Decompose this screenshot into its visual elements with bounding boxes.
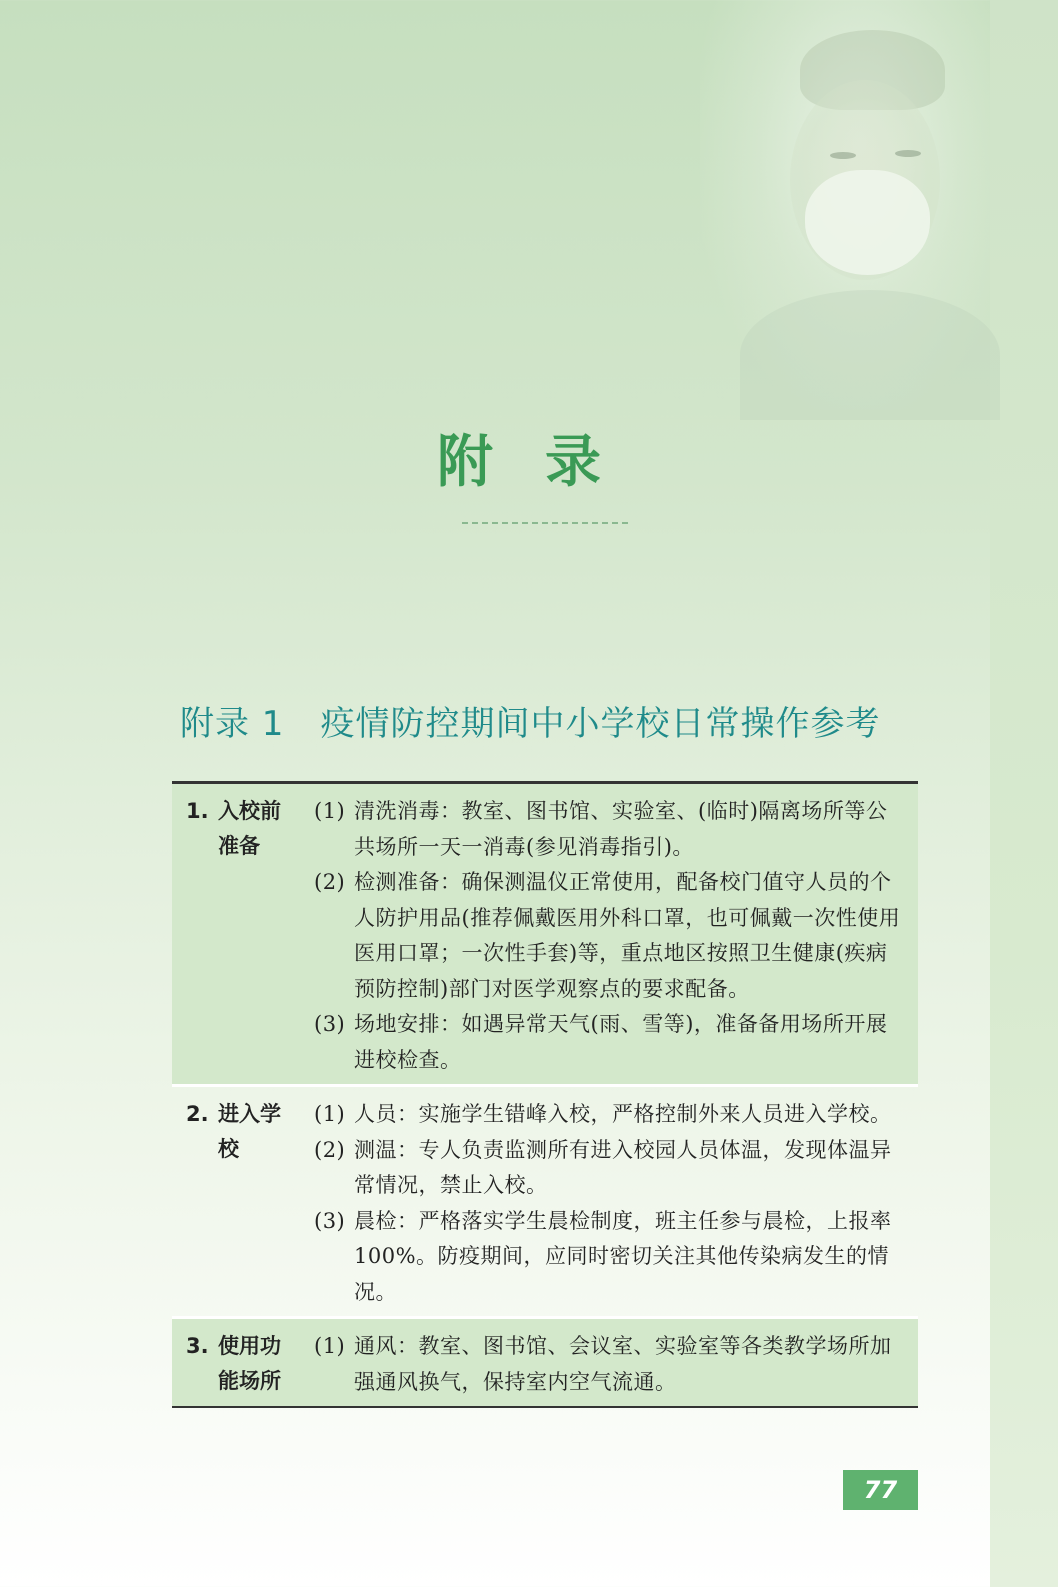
left-eye bbox=[830, 152, 856, 159]
row-title: 使用功能场所 bbox=[218, 1334, 281, 1393]
item-text: 检测准备：确保测温仪正常使用，配备校门值守人员的个人防护用品(推荐佩戴医用外科口罩，也可佩戴一次性使用医用口罩；一次性手套)等，重点地区按照卫生健康(疾病预防控制)部门对医学观察点的要求配备。 bbox=[354, 870, 901, 1001]
heading-text: 疫情防控期间中小学校日常操作参考 bbox=[320, 704, 881, 744]
operations-table bbox=[172, 781, 918, 1408]
list-item bbox=[314, 1097, 908, 1133]
row-body bbox=[314, 1087, 918, 1316]
item-text: 通风：教室、图书馆、会议室、实验室等各类教学场所加强通风换气，保持室内空气流通。 bbox=[354, 1334, 892, 1394]
item-index: (2) bbox=[314, 1137, 346, 1162]
item-text: 人员：实施学生错峰入校，严格控制外来人员进入学校。 bbox=[354, 1102, 892, 1126]
item-index: (3) bbox=[314, 1012, 346, 1036]
list-item bbox=[314, 865, 908, 1007]
row-body bbox=[314, 1319, 918, 1406]
item-index: (1) bbox=[314, 1102, 346, 1126]
item-index: (3) bbox=[314, 1208, 346, 1233]
row-body bbox=[314, 784, 918, 1084]
right-eye bbox=[895, 150, 921, 157]
table-row bbox=[172, 1316, 918, 1406]
list-item bbox=[314, 1133, 908, 1204]
title-divider bbox=[462, 522, 628, 524]
list-item bbox=[314, 1007, 908, 1078]
row-number: 2. bbox=[186, 1102, 209, 1126]
row-title: 进入学校 bbox=[218, 1102, 281, 1161]
side-strip bbox=[990, 0, 1058, 1587]
item-text: 场地安排：如遇异常天气(雨、雪等)，准备备用场所开展进校检查。 bbox=[354, 1012, 888, 1072]
table-row bbox=[172, 1084, 918, 1316]
row-label bbox=[172, 784, 314, 1084]
list-item bbox=[314, 1204, 908, 1311]
row-title: 入校前准备 bbox=[218, 799, 281, 858]
row-number: 1. bbox=[186, 799, 209, 823]
item-text: 测温：专人负责监测所有进入校园人员体温，发现体温异常情况，禁止入校。 bbox=[354, 1137, 892, 1197]
item-text: 晨检：严格落实学生晨检制度，班主任参与晨检，上报率 100%。防疫期间，应同时密切关注其他传染病发生的情况。 bbox=[354, 1208, 892, 1304]
page-number: 77 bbox=[843, 1470, 918, 1510]
list-item bbox=[314, 794, 908, 865]
row-number: 3. bbox=[186, 1334, 209, 1358]
appendix-title: 附录 bbox=[437, 429, 653, 495]
shoulders-shape bbox=[740, 290, 1000, 420]
list-item bbox=[314, 1329, 908, 1400]
item-text: 清洗消毒：教室、图书馆、实验室、(临时)隔离场所等公共场所一天一消毒(参见消毒指引)。 bbox=[354, 799, 888, 859]
heading-number: 附录 1 bbox=[180, 704, 285, 744]
face-mask bbox=[805, 170, 930, 275]
row-label bbox=[172, 1087, 314, 1316]
row-label bbox=[172, 1319, 314, 1406]
item-index: (1) bbox=[314, 1334, 346, 1358]
item-index: (1) bbox=[314, 799, 346, 823]
appendix-heading bbox=[180, 696, 880, 745]
table-row bbox=[172, 784, 918, 1084]
item-index: (2) bbox=[314, 870, 346, 894]
